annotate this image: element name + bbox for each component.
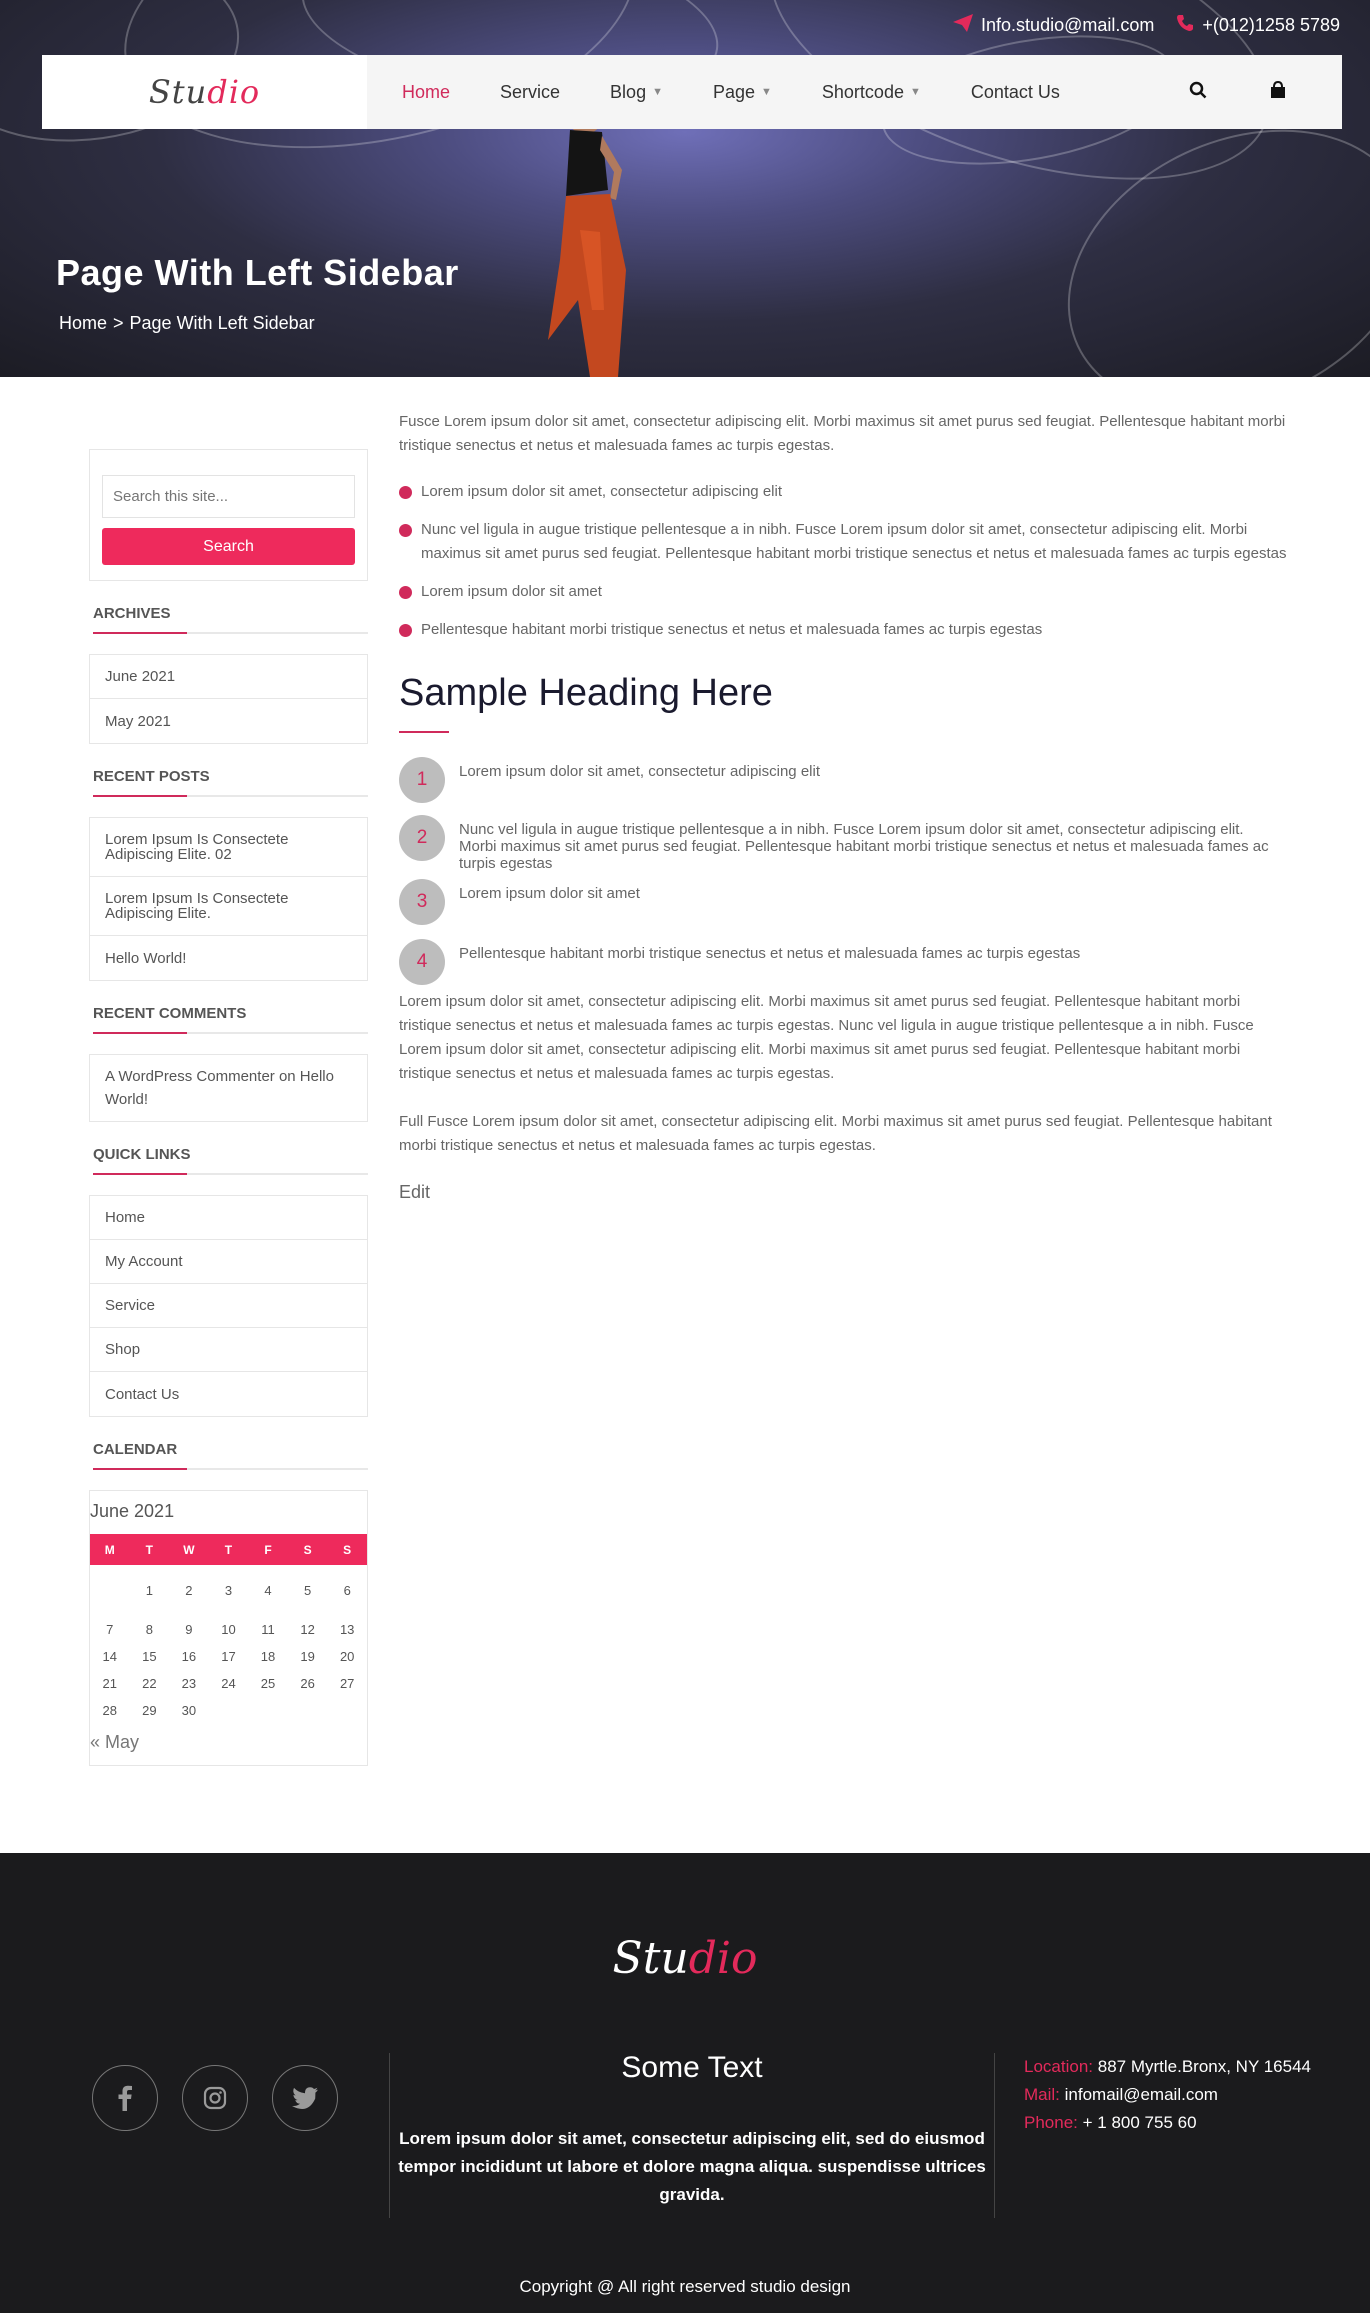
numbered-item-text: Nunc vel ligula in augue tristique pellentesque a in nibh. Fusce Lorem ipsum dolor sit amet, consectetur adipiscing elit. Morbi maximus sit amet purus sed feugiat. Pellentesque habitant morbi tristique senectus et netus et malesuada fames ac turpis egestas bbox=[459, 821, 1269, 872]
bullet-dot-icon bbox=[399, 586, 412, 599]
numbered-item bbox=[399, 939, 1279, 985]
nav-item-shortcode[interactable]: Shortcode ▼ bbox=[821, 81, 921, 102]
calendar-day: 10 bbox=[221, 1622, 236, 1637]
calendar-title: CALENDAR bbox=[93, 1441, 178, 1458]
quick-link-shop[interactable]: Shop bbox=[90, 1328, 367, 1372]
archive-item[interactable]: May 2021 bbox=[105, 712, 171, 730]
numbered-item bbox=[399, 815, 1279, 872]
social-links bbox=[92, 2065, 338, 2131]
body-paragraph: Full Fusce Lorem ipsum dolor sit amet, consectetur adipiscing elit. Morbi maximus sit amet purus sed feugiat. Pellentesque habitant morbi tristique senectus et netus et malesuada fames ac turpis egestas. bbox=[399, 1113, 1272, 1154]
calendar-day: 23 bbox=[181, 1676, 197, 1691]
copyright-text: Copyright @ All right reserved studio design bbox=[519, 2277, 851, 2296]
recent-comment-item[interactable]: A WordPress Commenter on Hello World! bbox=[105, 1068, 334, 1108]
left-sidebar bbox=[89, 449, 368, 1766]
weekday-label: S bbox=[327, 1534, 367, 1565]
calendar-caption: June 2021 bbox=[90, 1501, 175, 1521]
paper-plane-icon bbox=[953, 14, 973, 37]
weekday-label: S bbox=[288, 1534, 328, 1565]
numbered-item bbox=[399, 879, 1279, 925]
calendar-day: 4 bbox=[264, 1583, 272, 1598]
phone-icon bbox=[1176, 14, 1194, 37]
footer-contact bbox=[1024, 2053, 1311, 2137]
edit-link[interactable]: Edit bbox=[399, 1182, 431, 1202]
footer bbox=[0, 1853, 1370, 2313]
calendar-day: 21 bbox=[102, 1676, 118, 1691]
topbar-email-text: Info.studio@mail.com bbox=[981, 15, 1155, 35]
main-navbar bbox=[42, 55, 1342, 129]
bullet-list bbox=[399, 480, 1289, 642]
widget-divider bbox=[93, 1032, 368, 1034]
calendar-day: 26 bbox=[300, 1676, 315, 1691]
calendar-day: 11 bbox=[261, 1622, 275, 1637]
calendar-day: 20 bbox=[339, 1649, 355, 1664]
number-badge: 3 bbox=[399, 879, 445, 925]
calendar-day: 24 bbox=[221, 1676, 236, 1691]
search-button[interactable]: Search bbox=[102, 528, 355, 565]
calendar-day: 19 bbox=[300, 1649, 315, 1664]
section-heading: Sample Heading Here bbox=[399, 672, 773, 714]
calendar-weekday-row bbox=[90, 1534, 367, 1565]
bullet-item: Nunc vel ligula in augue tristique pellentesque a in nibh. Fusce Lorem ipsum dolor sit amet, consectetur adipiscing elit. Morbi maximus sit amet purus sed feugiat. Pellentesque habitant morbi tristique senectus et netus et malesuada fames ac turpis egestas bbox=[399, 518, 1289, 566]
twitter-icon[interactable] bbox=[272, 2065, 338, 2131]
quick-link-service[interactable]: Service bbox=[90, 1284, 367, 1328]
footer-phone[interactable]: Phone: + 1 800 755 60 bbox=[1024, 2113, 1197, 2132]
search-input[interactable] bbox=[102, 475, 355, 518]
footer-mail[interactable]: Mail: infomail@email.com bbox=[1024, 2085, 1218, 2104]
calendar-table bbox=[90, 1534, 367, 1724]
number-badge: 4 bbox=[399, 939, 445, 985]
number-badge: 2 bbox=[399, 815, 445, 861]
topbar-phone-text: +(012)1258 5789 bbox=[1202, 15, 1340, 35]
calendar-day: 15 bbox=[142, 1649, 157, 1664]
recent-post-item[interactable]: Lorem Ipsum Is Consectete Adipiscing Elite. 02 bbox=[90, 818, 367, 877]
instagram-icon[interactable] bbox=[182, 2065, 248, 2131]
nav-item-contact-us[interactable]: Contact Us bbox=[970, 81, 1060, 102]
recent-post-item[interactable]: Lorem Ipsum Is Consectete Adipiscing Elite. bbox=[90, 877, 367, 936]
quick-links-list bbox=[89, 1195, 368, 1417]
numbered-item-text: Lorem ipsum dolor sit amet, consectetur adipiscing elit bbox=[459, 763, 820, 780]
calendar-day: 6 bbox=[343, 1583, 351, 1598]
quick-link-contact-us[interactable]: Contact Us bbox=[105, 1385, 180, 1403]
archives-list bbox=[89, 654, 368, 744]
calendar-day: 17 bbox=[221, 1649, 236, 1664]
weekday-label: F bbox=[248, 1534, 288, 1565]
topbar-email[interactable] bbox=[953, 14, 1154, 37]
widget-divider bbox=[93, 795, 368, 797]
calendar-week bbox=[90, 1616, 367, 1643]
search-icon[interactable] bbox=[1189, 81, 1207, 104]
weekday-label: T bbox=[209, 1534, 249, 1565]
topbar bbox=[953, 14, 1340, 37]
main-content bbox=[399, 410, 1289, 1203]
numbered-list bbox=[399, 757, 1289, 990]
calendar-day bbox=[327, 1697, 367, 1724]
calendar-day: 22 bbox=[142, 1676, 157, 1691]
calendar-day: 12 bbox=[300, 1622, 315, 1637]
calendar-day: 9 bbox=[185, 1622, 193, 1637]
recent-post-item[interactable]: Hello World! bbox=[105, 949, 187, 967]
recent-posts-list bbox=[89, 817, 368, 981]
calendar-day: 29 bbox=[142, 1703, 157, 1718]
bullet-dot-icon bbox=[399, 624, 412, 637]
quick-links-title: QUICK LINKS bbox=[93, 1146, 191, 1163]
calendar-week bbox=[90, 1670, 367, 1697]
calendar-week bbox=[90, 1643, 367, 1670]
calendar-day: 3 bbox=[224, 1583, 233, 1598]
calendar-prev-month-link[interactable]: « May bbox=[90, 1732, 140, 1752]
caret-down-icon: ▼ bbox=[761, 86, 772, 98]
calendar-day: 18 bbox=[260, 1649, 276, 1664]
logo-link[interactable] bbox=[42, 55, 367, 129]
calendar-day bbox=[288, 1697, 328, 1724]
footer-text: Lorem ipsum dolor sit amet, consectetur adipiscing elit, sed do eiusmod tempor incididunt ut labore et dolore magna aliqua. suspendisse ultrices gravida. bbox=[398, 2129, 986, 2204]
widget-divider bbox=[93, 632, 368, 634]
nav-item-blog[interactable]: Blog ▼ bbox=[610, 81, 663, 102]
caret-down-icon: ▼ bbox=[652, 86, 663, 98]
calendar-week bbox=[90, 1577, 367, 1604]
footer-heading: Some Text bbox=[621, 2051, 763, 2084]
breadcrumb-separator: > bbox=[113, 313, 124, 333]
archive-item[interactable]: June 2021 bbox=[90, 655, 367, 699]
bullet-item: Pellentesque habitant morbi tristique senectus et netus et malesuada fames ac turpis egestas bbox=[399, 618, 1289, 642]
calendar-day: 1 bbox=[145, 1583, 153, 1598]
calendar-day bbox=[90, 1577, 130, 1604]
weekday-label: T bbox=[130, 1534, 170, 1565]
quick-link-my-account[interactable]: My Account bbox=[90, 1240, 367, 1284]
calendar-day: 2 bbox=[185, 1583, 193, 1598]
footer-about bbox=[390, 2051, 994, 2209]
calendar-day: 14 bbox=[102, 1649, 118, 1664]
numbered-item-text: Pellentesque habitant morbi tristique senectus et netus et malesuada fames ac turpis egestas bbox=[459, 945, 1081, 962]
caret-down-icon: ▼ bbox=[909, 86, 921, 98]
calendar-day: 30 bbox=[181, 1703, 197, 1718]
calendar-day: 13 bbox=[339, 1622, 355, 1637]
quick-link-home[interactable]: Home bbox=[90, 1196, 367, 1240]
shopping-bag-icon[interactable] bbox=[1269, 81, 1287, 104]
weekday-label: W bbox=[169, 1534, 209, 1565]
topbar-phone[interactable] bbox=[1176, 14, 1340, 37]
recent-comments-list bbox=[89, 1054, 368, 1122]
nav-icons bbox=[1189, 55, 1287, 129]
intro-paragraph: Fusce Lorem ipsum dolor sit amet, consectetur adipiscing elit. Morbi maximus sit amet purus sed feugiat. Pellentesque habitant morbi tristique senectus et netus et malesuada fames ac turpis egestas. bbox=[399, 413, 1286, 454]
calendar-day: 25 bbox=[260, 1676, 276, 1691]
nav-item-page[interactable]: Page ▼ bbox=[712, 81, 772, 102]
calendar-day bbox=[248, 1697, 288, 1724]
nav-item-service[interactable]: Service bbox=[500, 81, 561, 102]
recent-comments-title: RECENT COMMENTS bbox=[93, 1005, 247, 1022]
bullet-item: Lorem ipsum dolor sit amet bbox=[399, 580, 1289, 604]
hero-banner bbox=[0, 0, 1370, 377]
calendar-widget bbox=[89, 1490, 368, 1766]
footer-location: Location: 887 Myrtle.Bronx, NY 16544 bbox=[1024, 2057, 1311, 2076]
calendar-day: 27 bbox=[339, 1676, 355, 1691]
calendar-day: 8 bbox=[145, 1622, 153, 1637]
bullet-dot-icon bbox=[399, 524, 412, 537]
calendar-day: 5 bbox=[303, 1583, 312, 1598]
calendar-day: 7 bbox=[106, 1622, 114, 1637]
page-title: Page With Left Sidebar bbox=[56, 252, 459, 293]
recent-posts-title: RECENT POSTS bbox=[93, 768, 210, 785]
facebook-icon[interactable] bbox=[92, 2065, 158, 2131]
number-badge: 1 bbox=[399, 757, 445, 803]
search-widget bbox=[89, 449, 368, 581]
breadcrumb bbox=[59, 313, 315, 334]
weekday-label: M bbox=[90, 1534, 130, 1565]
nav-menu bbox=[402, 55, 1110, 129]
footer-divider bbox=[994, 2053, 995, 2218]
archives-title: ARCHIVES bbox=[93, 605, 171, 622]
nav-item-home[interactable]: Home bbox=[402, 81, 451, 102]
widget-divider bbox=[93, 1173, 368, 1175]
dancer-image bbox=[530, 110, 640, 377]
body-paragraph: Lorem ipsum dolor sit amet, consectetur adipiscing elit. Morbi maximus sit amet purus sed feugiat. Pellentesque habitant morbi tristique senectus et netus et malesuada fames ac turpis egestas. Nunc vel ligula in augue tristique pellentesque a in nibh. Fusce Lorem ipsum dolor sit amet, consectetur adipiscing elit. Morbi maximus sit amet purus sed feugiat. Pellentesque habitant morbi tristique senectus et netus et malesuada fames ac turpis egestas. bbox=[399, 993, 1254, 1082]
numbered-item-text: Lorem ipsum dolor sit amet bbox=[459, 885, 640, 902]
calendar-day bbox=[209, 1697, 249, 1724]
heading-underline bbox=[399, 731, 449, 733]
calendar-week bbox=[90, 1697, 367, 1724]
footer-logo[interactable]: Studio bbox=[612, 1933, 758, 1984]
calendar-day: 28 bbox=[102, 1703, 118, 1718]
bullet-item: Lorem ipsum dolor sit amet, consectetur adipiscing elit bbox=[399, 480, 1289, 504]
breadcrumb-home[interactable]: Home bbox=[59, 313, 108, 333]
numbered-item bbox=[399, 757, 1279, 803]
calendar-day: 16 bbox=[181, 1649, 197, 1664]
breadcrumb-current: Page With Left Sidebar bbox=[129, 313, 315, 333]
widget-divider bbox=[93, 1468, 368, 1470]
studio-logo: Studio bbox=[148, 73, 261, 111]
bullet-dot-icon bbox=[399, 486, 412, 499]
